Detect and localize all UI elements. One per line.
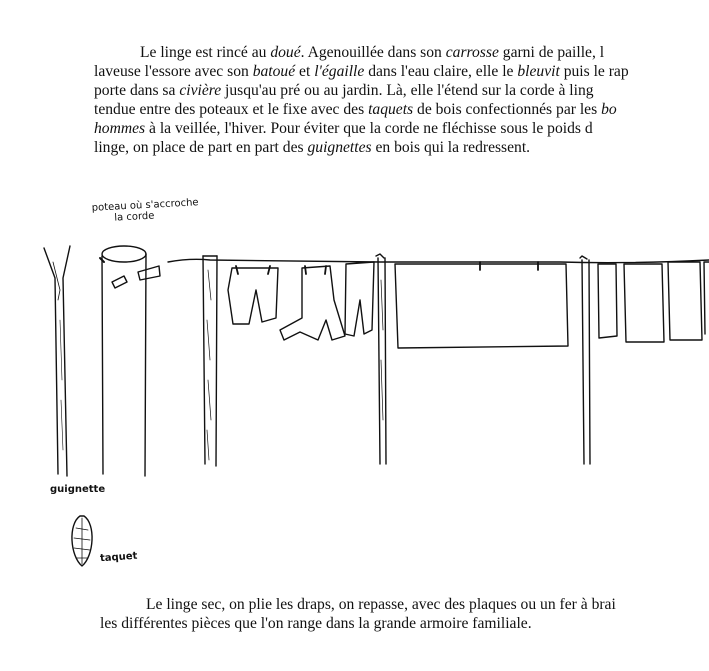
text-run: à la veillée, l'hiver. Pour éviter que la corde ne fléchisse sous le poids d bbox=[145, 120, 593, 137]
label-taquet: taquet bbox=[99, 550, 138, 565]
text-run: en bois qui la redressent. bbox=[371, 139, 531, 156]
text-run: porte dans sa bbox=[94, 82, 180, 99]
pole-right bbox=[580, 256, 590, 464]
paragraph-bottom bbox=[94, 595, 709, 633]
text-run: les différentes pièces que l'on range dans la grande armoire familiale. bbox=[100, 615, 532, 632]
poteau-drawing bbox=[100, 246, 160, 476]
text-run: Le linge sec, on plie les draps, on repasse, avec des plaques ou un fer à brai bbox=[146, 596, 616, 613]
towels-drawing bbox=[598, 262, 709, 342]
guignette-drawing bbox=[44, 246, 70, 476]
text-run: dans l'eau claire, elle le bbox=[364, 63, 518, 80]
label-poteau-line1: poteau où s'accroche bbox=[91, 197, 199, 214]
text-run: et bbox=[295, 63, 315, 80]
pants-drawing bbox=[228, 266, 278, 324]
text-run: tendue entre des poteaux et le fixe avec des bbox=[94, 101, 369, 118]
italic-term: taquets bbox=[368, 101, 414, 118]
text-run: linge, on place de part en part des bbox=[94, 139, 308, 156]
text-run: garni de paille, l bbox=[498, 44, 605, 61]
italic-term: doué bbox=[270, 44, 301, 61]
drawers-drawing bbox=[345, 262, 374, 336]
text-run: de bois confectionnés par les bbox=[413, 101, 602, 118]
text-line bbox=[100, 614, 709, 633]
pole-left bbox=[203, 256, 217, 466]
shirt-drawing bbox=[280, 266, 345, 340]
italic-term: bo bbox=[601, 101, 617, 118]
pole-middle bbox=[376, 254, 386, 464]
italic-term: batoué bbox=[252, 63, 296, 80]
text-run: laveuse l'essore avec son bbox=[94, 63, 253, 80]
italic-term: hommes bbox=[94, 120, 146, 137]
clothesline bbox=[168, 259, 709, 262]
label-poteau-line2: la corde bbox=[114, 210, 155, 224]
italic-term: civière bbox=[179, 82, 222, 99]
sheet-drawing bbox=[395, 262, 568, 348]
italic-term: guignettes bbox=[307, 139, 372, 156]
italic-term: carrosse bbox=[445, 44, 499, 61]
taquet-drawing bbox=[72, 516, 92, 566]
italic-term: bleuvit bbox=[517, 63, 560, 80]
text-run: . Agenouillée dans son bbox=[300, 44, 446, 61]
text-line bbox=[94, 595, 709, 614]
text-run: puis le rap bbox=[559, 63, 629, 80]
text-run: jusqu'au pré ou au jardin. Là, elle l'étend sur la corde à ling bbox=[221, 82, 594, 99]
label-guignette: guignette bbox=[50, 484, 106, 495]
italic-term: l'égaille bbox=[314, 63, 365, 80]
text-run: Le linge est rincé au bbox=[140, 44, 271, 61]
